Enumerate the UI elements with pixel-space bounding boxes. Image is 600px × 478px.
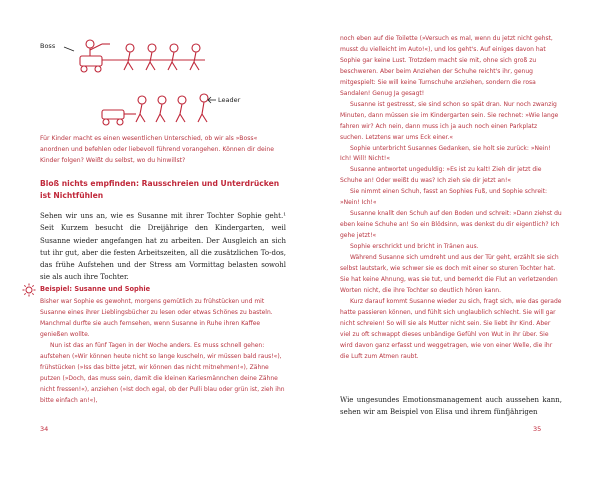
sun-icon <box>22 283 36 297</box>
section-heading: Bloß nichts empfinden: Rausschreien und Unterdrücken ist Nichtfühlen <box>40 179 280 200</box>
right-example-text <box>340 34 562 363</box>
page-number-right: 35 <box>533 425 542 433</box>
right-paragraph-7: Sophie erschrickt und bricht in Tränen aus. <box>350 243 479 251</box>
right-paragraph-2: Susanne ist gestresst, sie sind schon so spät dran. Nur noch zwanzig Minuten, dann müssen sie im Kindergarten sein. Sie rechnet: »Wie lange fahren wir? Ach nein, dann muss ich ja auch noch einen Parkplatz suchen. Letztens war ums Eck einer.« <box>340 100 559 141</box>
boss-leader-drawing <box>40 30 270 138</box>
leader-label: Leader <box>218 96 241 104</box>
right-body-paragraph: Wie ungesundes Emotionsmanagement auch aussehen kann, sehen wir am Beispiel von Elisa und ihrem fünfjährigen <box>340 396 562 417</box>
page-number-left: 34 <box>40 425 49 433</box>
body-paragraph: Sehen wir uns an, wie es Susanne mit ihrer Tochter Sophie geht.¹ Seit Kurzem besucht die Dreijährige den Kindergarten, weil Susanne wieder angefangen hat zu arbeiten. Der Ausgleich an sich tut ihr gut, aber die festen Arbeitszeiten, all die zusätzlichen To-dos, das frühe Aufstehen und der Stress am Vormittag belasten sowohl sie als auch ihre Tochter. <box>40 212 286 282</box>
figure-caption: Für Kinder macht es einen wesentlichen Unterschied, ob wir als »Boss« anordnen und befehlen oder liebevoll führend vorangehen. Können dir deine Kinder folgen? Weißt du selbst, wo du hinwillst? <box>40 135 275 164</box>
boss-label: Boss <box>40 42 56 50</box>
example-paragraph-2: Nun ist das an fünf Tagen in der Woche anders. Es muss schnell gehen: aufstehen (»Wir können heute nicht so lange kuscheln, wir müssen bald raus!«), frühstücken (»Iss das bitte jetzt, wir können das nicht mitnehmen!«), Zähne putzen (»Doch, das muss sein, damit die kleinen Kariesmännchen deine Zähne nicht fressen!«), anziehen (»Ist doch egal, ob der Pulli blau oder grün ist, zieh ihn bitte einfach an!«), <box>40 342 285 404</box>
right-paragraph-5: Sie nimmt einen Schuh, fasst an Sophies Fuß, und Sophie schreit: »Nein! Ich!« <box>340 188 548 207</box>
right-paragraph-1: noch eben auf die Toilette (»Versuch es mal, wenn du jetzt nicht gehst, musst du vielleicht im Auto!«), und los geht's. Auf einiges davon hat Sophie gar keine Lust. Trotzdem macht sie mit, ohne sich groß zu beschweren. Aber beim Anziehen der Schuhe reicht's ihr, genug mitgespielt: Sie will keine Turnschuhe anziehen, sondern die rosa Sandalen! Genug Ja gesagt! <box>340 35 553 97</box>
right-paragraph-4: Susanne antwortet ungeduldig: »Es ist zu kalt! Zieh dir jetzt die Schuhe an! Oder weißt du was? Ich zieh sie dir jetzt an!« <box>340 166 542 185</box>
example-paragraph-2-wrapper <box>40 341 286 407</box>
example-heading: Beispiel: Susanne und Sophie <box>40 285 151 293</box>
right-paragraph-6: Susanne knallt den Schuh auf den Boden und schreit: »Dann ziehst du eben keine Schuhe an! So ein Blödsinn, was denkst du dir eigentlich? Ich gehe jetzt!« <box>340 210 562 240</box>
boss-leader-illustration <box>40 30 270 138</box>
right-paragraph-3: Sophie unterbricht Susannes Gedanken, sie holt sie zurück: »Nein! Ich! Will! Nicht!« <box>340 144 551 163</box>
right-paragraph-9: Kurz darauf kommt Susanne wieder zu sich, fragt sich, wie das gerade hatte passieren können, und fühlt sich unglaublich schlecht. Sie will gar nicht schreien! So will sie als Mutter nicht sein. Sie liebt ihr Kind. Aber viel zu oft schwappt dieses unbändige Gefühl von Wut in ihr über. Sie wird davon ganz erfasst und weggetragen, wie von einer Welle, die ihr die Luft zum Atmen raubt. <box>340 297 562 360</box>
example-paragraph-1: Bisher war Sophie es gewohnt, morgens gemütlich zu frühstücken und mit Susanne eines ihrer Lieblingsbücher zu lesen oder etwas Schönes zu basteln. Manchmal durfte sie auch fernsehen, wenn Susanne in Ruhe ihren Kaffee genießen wollte. <box>40 298 273 338</box>
right-paragraph-8: Während Susanne sich umdreht und aus der Tür geht, erzählt sie sich selbst lautstark, wie schwer sie es doch mit einer so sturen Tochter hat. Sie hat keine Ahnung, was sie tut, und bemerkt die Flut an verletzenden Worten nicht, die ihre Tochter so deutlich hören kann. <box>340 254 559 294</box>
